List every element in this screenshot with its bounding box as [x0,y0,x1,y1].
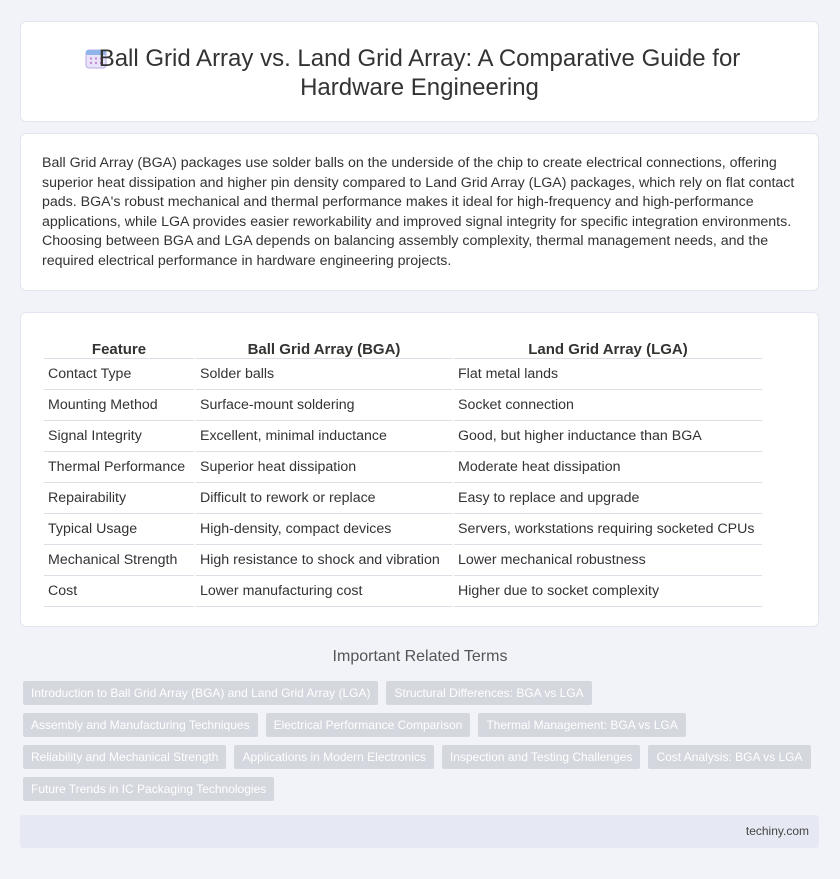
table-cell: Surface-mount soldering [196,390,452,421]
table-row [44,483,762,514]
related-term-tag[interactable]: Electrical Performance Comparison [266,713,471,737]
table-cell: Typical Usage [44,514,194,545]
table-cell: Socket connection [454,390,762,421]
table-cell: Higher due to socket complexity [454,576,762,607]
related-terms-heading: Important Related Terms [332,648,508,665]
table-cell: Signal Integrity [44,421,194,452]
table-cell: Thermal Performance [44,452,194,483]
related-term-tag[interactable]: Assembly and Manufacturing Techniques [23,713,258,737]
table-cell: Solder balls [196,359,452,390]
table-row [44,514,762,545]
related-term-tag[interactable]: Future Trends in IC Packaging Technologies [23,777,274,801]
comparison-table [42,332,764,607]
table-row [44,390,762,421]
related-term-tag[interactable]: Structural Differences: BGA vs LGA [386,681,591,705]
table-cell: Excellent, minimal inductance [196,421,452,452]
column-header-lga: Land Grid Array (LGA) [454,332,762,359]
table-cell: Easy to replace and upgrade [454,483,762,514]
table-row [44,545,762,576]
table-cell: High resistance to shock and vibration [196,545,452,576]
intro-paragraph: Ball Grid Array (BGA) packages use solder balls on the underside of the chip to create electrical connections, offering superior heat dissipation and higher pin density compared to Land Grid Array (LGA) packages, which rely on flat contact pads. BGA's robust mechanical and thermal performance makes it ideal for high-frequency and high-performance applications, while LGA provides easier reworkability and improved signal integrity for specific integration environments. Choosing between BGA and LGA depends on balancing assembly complexity, thermal management needs, and the required electrical performance in hardware engineering projects. [42,155,795,269]
related-term-tag[interactable]: Reliability and Mechanical Strength [23,745,226,769]
table-header-row [44,332,762,359]
table-cell: Flat metal lands [454,359,762,390]
table-row [44,421,762,452]
table-cell: Mechanical Strength [44,545,194,576]
table-row [44,576,762,607]
column-header-bga: Ball Grid Array (BGA) [196,332,452,359]
table-cell: Lower mechanical robustness [454,545,762,576]
comparison-table-card [20,312,819,627]
table-cell: Lower manufacturing cost [196,576,452,607]
table-cell: High-density, compact devices [196,514,452,545]
table-cell: Mounting Method [44,390,194,421]
related-term-tag[interactable]: Thermal Management: BGA vs LGA [478,713,685,737]
table-row [44,359,762,390]
table-row [44,452,762,483]
table-cell: Difficult to rework or replace [196,483,452,514]
related-term-tag[interactable]: Introduction to Ball Grid Array (BGA) and Land Grid Array (LGA) [23,681,378,705]
footer [20,815,819,848]
intro-card [20,133,819,291]
table-cell: Contact Type [44,359,194,390]
related-term-tag[interactable]: Cost Analysis: BGA vs LGA [648,745,810,769]
table-cell: Superior heat dissipation [196,452,452,483]
page-title: Ball Grid Array vs. Land Grid Array: A Comparative Guide for Hardware Engineering [98,45,741,101]
related-term-tag[interactable]: Inspection and Testing Challenges [442,745,641,769]
related-term-tag[interactable]: Applications in Modern Electronics [234,745,433,769]
table-cell: Moderate heat dissipation [454,452,762,483]
column-header-feature: Feature [44,332,194,359]
table-cell: Servers, workstations requiring socketed CPUs [454,514,762,545]
related-terms-list [23,681,823,801]
table-cell: Cost [44,576,194,607]
footer-site-link[interactable]: techiny.com [745,824,809,838]
table-cell: Good, but higher inductance than BGA [454,421,762,452]
table-cell: Repairability [44,483,194,514]
header-card [20,21,819,122]
